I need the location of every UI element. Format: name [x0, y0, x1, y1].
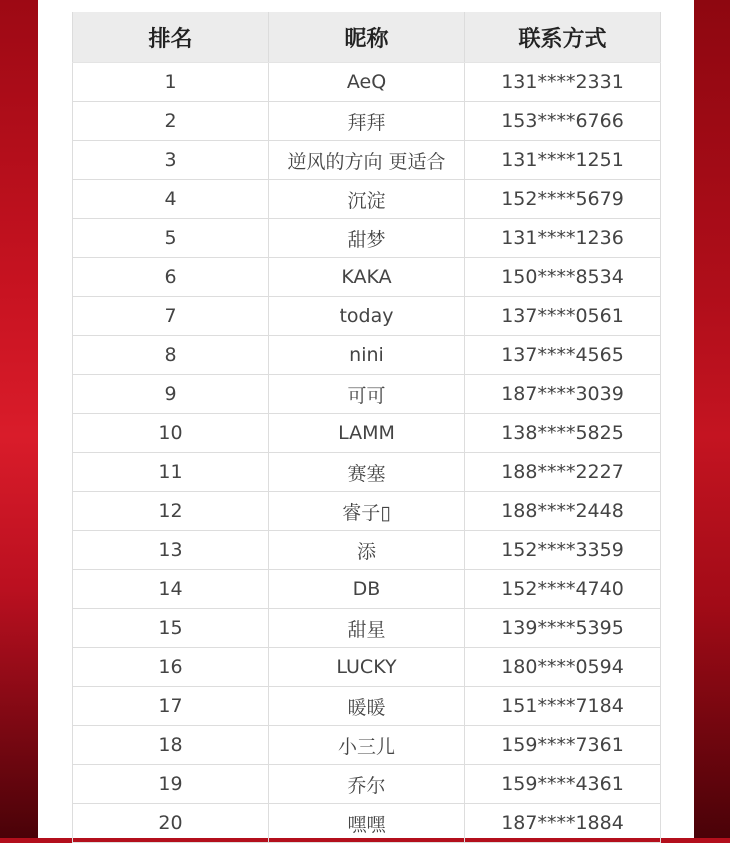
nickname-cell: 嘿嘿	[269, 804, 465, 843]
contact-cell: 138****5825	[465, 414, 661, 453]
nickname-cell: 小三儿	[269, 726, 465, 765]
nickname-cell: 可可	[269, 375, 465, 414]
table-row	[73, 258, 661, 297]
rank-cell: 10	[73, 414, 269, 453]
content-panel	[38, 0, 694, 838]
contact-cell: 159****7361	[465, 726, 661, 765]
table-row	[73, 453, 661, 492]
right-red-border	[694, 0, 730, 838]
table-row	[73, 726, 661, 765]
table-row	[73, 570, 661, 609]
rank-cell: 18	[73, 726, 269, 765]
rank-cell: 15	[73, 609, 269, 648]
table-row	[73, 492, 661, 531]
table-row	[73, 141, 661, 180]
ranking-table	[72, 12, 661, 843]
rank-cell: 5	[73, 219, 269, 258]
table-row	[73, 648, 661, 687]
contact-cell: 137****0561	[465, 297, 661, 336]
nickname-cell: LAMM	[269, 414, 465, 453]
table-row	[73, 531, 661, 570]
nickname-cell: 赛塞	[269, 453, 465, 492]
rank-cell: 3	[73, 141, 269, 180]
rank-cell: 7	[73, 297, 269, 336]
rank-cell: 6	[73, 258, 269, 297]
nickname-cell: today	[269, 297, 465, 336]
contact-cell: 152****4740	[465, 570, 661, 609]
contact-cell: 159****4361	[465, 765, 661, 804]
table-header	[73, 12, 661, 63]
table-row	[73, 180, 661, 219]
nickname-cell: DB	[269, 570, 465, 609]
contact-cell: 188****2227	[465, 453, 661, 492]
contact-cell: 131****2331	[465, 63, 661, 102]
contact-cell: 131****1251	[465, 141, 661, 180]
contact-cell: 152****3359	[465, 531, 661, 570]
nickname-cell: 睿子▯	[269, 492, 465, 531]
nickname-cell: 甜梦	[269, 219, 465, 258]
nickname-cell: KAKA	[269, 258, 465, 297]
contact-cell: 131****1236	[465, 219, 661, 258]
nickname-cell: 乔尔	[269, 765, 465, 804]
nickname-cell: 逆风的方向 更适合	[269, 141, 465, 180]
rank-cell: 4	[73, 180, 269, 219]
nickname-cell: 沉淀	[269, 180, 465, 219]
nickname-cell: 拜拜	[269, 102, 465, 141]
table-body	[73, 63, 661, 843]
rank-cell: 20	[73, 804, 269, 843]
rank-cell: 1	[73, 63, 269, 102]
left-red-border	[0, 0, 38, 838]
contact-cell: 187****1884	[465, 804, 661, 843]
contact-cell: 151****7184	[465, 687, 661, 726]
contact-cell: 139****5395	[465, 609, 661, 648]
table-row	[73, 375, 661, 414]
rank-cell: 17	[73, 687, 269, 726]
contact-cell: 150****8534	[465, 258, 661, 297]
table-row	[73, 63, 661, 102]
rank-cell: 11	[73, 453, 269, 492]
rank-cell: 16	[73, 648, 269, 687]
nickname-cell: nini	[269, 336, 465, 375]
header-nickname: 昵称	[269, 12, 465, 63]
header-row	[73, 12, 661, 63]
table-row	[73, 297, 661, 336]
table-row	[73, 609, 661, 648]
contact-cell: 152****5679	[465, 180, 661, 219]
rank-cell: 13	[73, 531, 269, 570]
table-row	[73, 804, 661, 843]
rank-cell: 9	[73, 375, 269, 414]
table-row	[73, 414, 661, 453]
rank-cell: 19	[73, 765, 269, 804]
rank-cell: 12	[73, 492, 269, 531]
contact-cell: 180****0594	[465, 648, 661, 687]
table-row	[73, 336, 661, 375]
nickname-cell: 暖暖	[269, 687, 465, 726]
nickname-cell: LUCKY	[269, 648, 465, 687]
nickname-cell: AeQ	[269, 63, 465, 102]
table-row	[73, 219, 661, 258]
table-row	[73, 102, 661, 141]
table-row	[73, 687, 661, 726]
rank-cell: 14	[73, 570, 269, 609]
rank-cell: 8	[73, 336, 269, 375]
nickname-cell: 添	[269, 531, 465, 570]
contact-cell: 187****3039	[465, 375, 661, 414]
contact-cell: 137****4565	[465, 336, 661, 375]
table-row	[73, 765, 661, 804]
rank-cell: 2	[73, 102, 269, 141]
header-contact: 联系方式	[465, 12, 661, 63]
header-rank: 排名	[73, 12, 269, 63]
contact-cell: 153****6766	[465, 102, 661, 141]
contact-cell: 188****2448	[465, 492, 661, 531]
nickname-cell: 甜星	[269, 609, 465, 648]
